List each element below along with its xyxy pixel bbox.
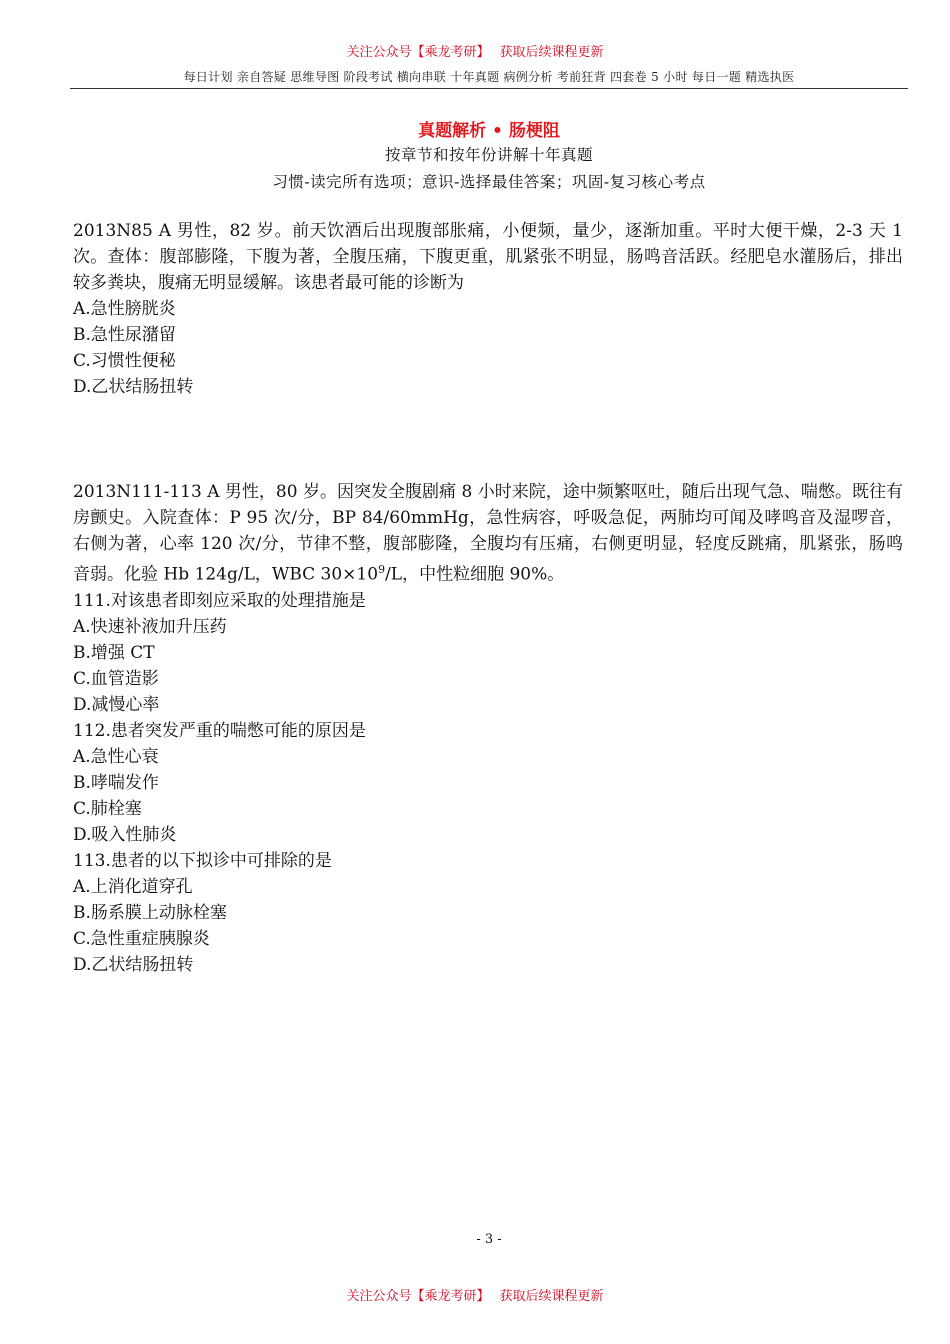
question-113-prompt: 113.患者的以下拟诊中可排除的是 [73,850,332,871]
question-85-stem: 2013N85 A 男性，82 岁。前天饮酒后出现腹部胀痛，小便频，量少，逐渐加重。平时大便干燥，2-3 天 1 次。查体：腹部膨隆，下腹为著，全腹压痛，下腹更重，肌紧张不明显，肠鸣音活跃。经肥皂水灌肠后，排出较多粪块，腹痛无明显缓解。该患者最可能的诊断为 [73,221,903,293]
footer-promo [0,1285,950,1304]
question-111-option-b: B.增强 CT [73,642,155,663]
stem-text-b: /L，中性粒细胞 90%。 [385,564,565,585]
question-112-prompt: 112.患者突发严重的喘憋可能的原因是 [73,720,366,741]
question-113-option-b: B.肠系膜上动脉栓塞 [73,902,227,923]
question-111-113 [73,479,903,978]
question-113-option-c: C.急性重症胰腺炎 [73,928,210,949]
doc-subtitle-2: 习惯-读完所有选项；意识-选择最佳答案；巩固-复习核心考点 [272,173,706,191]
question-113-option-a: A.上消化道穿孔 [73,876,193,897]
footer-promo-right: 获取后续课程更新 [499,1289,604,1304]
question-111-option-a: A.快速补液加升压药 [73,616,227,637]
doc-subtitle-1: 按章节和按年份讲解十年真题 [384,146,593,164]
question-85-option-a: A.急性膀胱炎 [73,299,176,319]
question-112-option-d: D.吸入性肺炎 [73,824,177,845]
question-113-option-d: D.乙状结肠扭转 [73,954,194,975]
question-112-option-b: B.哮喘发作 [73,772,159,793]
header-promo-left: 关注公众号【乘龙考研】 [346,45,490,60]
question-85 [73,218,903,400]
question-111-option-c: C.血管造影 [73,668,159,689]
question-112-option-c: C.肺栓塞 [73,798,142,819]
footer-promo-left: 关注公众号【乘龙考研】 [346,1289,490,1304]
page-number: - 3 - [476,1232,502,1247]
question-85-option-b: B.急性尿潴留 [73,325,176,345]
question-112-option-a: A.急性心衰 [73,746,159,767]
stem-superscript: 9 [378,563,386,576]
header-promo [0,41,950,60]
question-85-option-c: C.习惯性便秘 [73,351,176,371]
stem-text-a: 2013N111-113 A 男性，80 岁。因突发全腹剧痛 8 小时来院，途中频繁呕吐，随后出现气急、喘憋。既往有房颤史。入院查体：P 95 次/分，BP 84/60mmHg，急性病容，呼吸急促，两肺均可闻及哮鸣音及湿啰音，右侧为著，心率 120 次/分，节律不整，腹部膨隆，全腹均有压痛，右侧更明显，轻度反跳痛，肌紧张，肠鸣音弱。化验 Hb 124g/L，WBC 30×10 [73,482,903,585]
question-111-113-stem [73,479,903,588]
question-85-option-d: D.乙状结肠扭转 [73,377,194,397]
header-tagline: 每日计划 亲自答疑 思维导图 阶段考试 横向串联 十年真题 病例分析 考前狂背 四套卷 5 小时 每日一题 精选执医 [183,70,795,84]
doc-title: 真题解析 • 肠梗阻 [418,121,560,141]
question-111-prompt: 111.对该患者即刻应采取的处理措施是 [73,590,366,611]
question-111-option-d: D.减慢心率 [73,694,160,715]
header-promo-right: 获取后续课程更新 [499,45,604,60]
header-divider [70,88,908,89]
